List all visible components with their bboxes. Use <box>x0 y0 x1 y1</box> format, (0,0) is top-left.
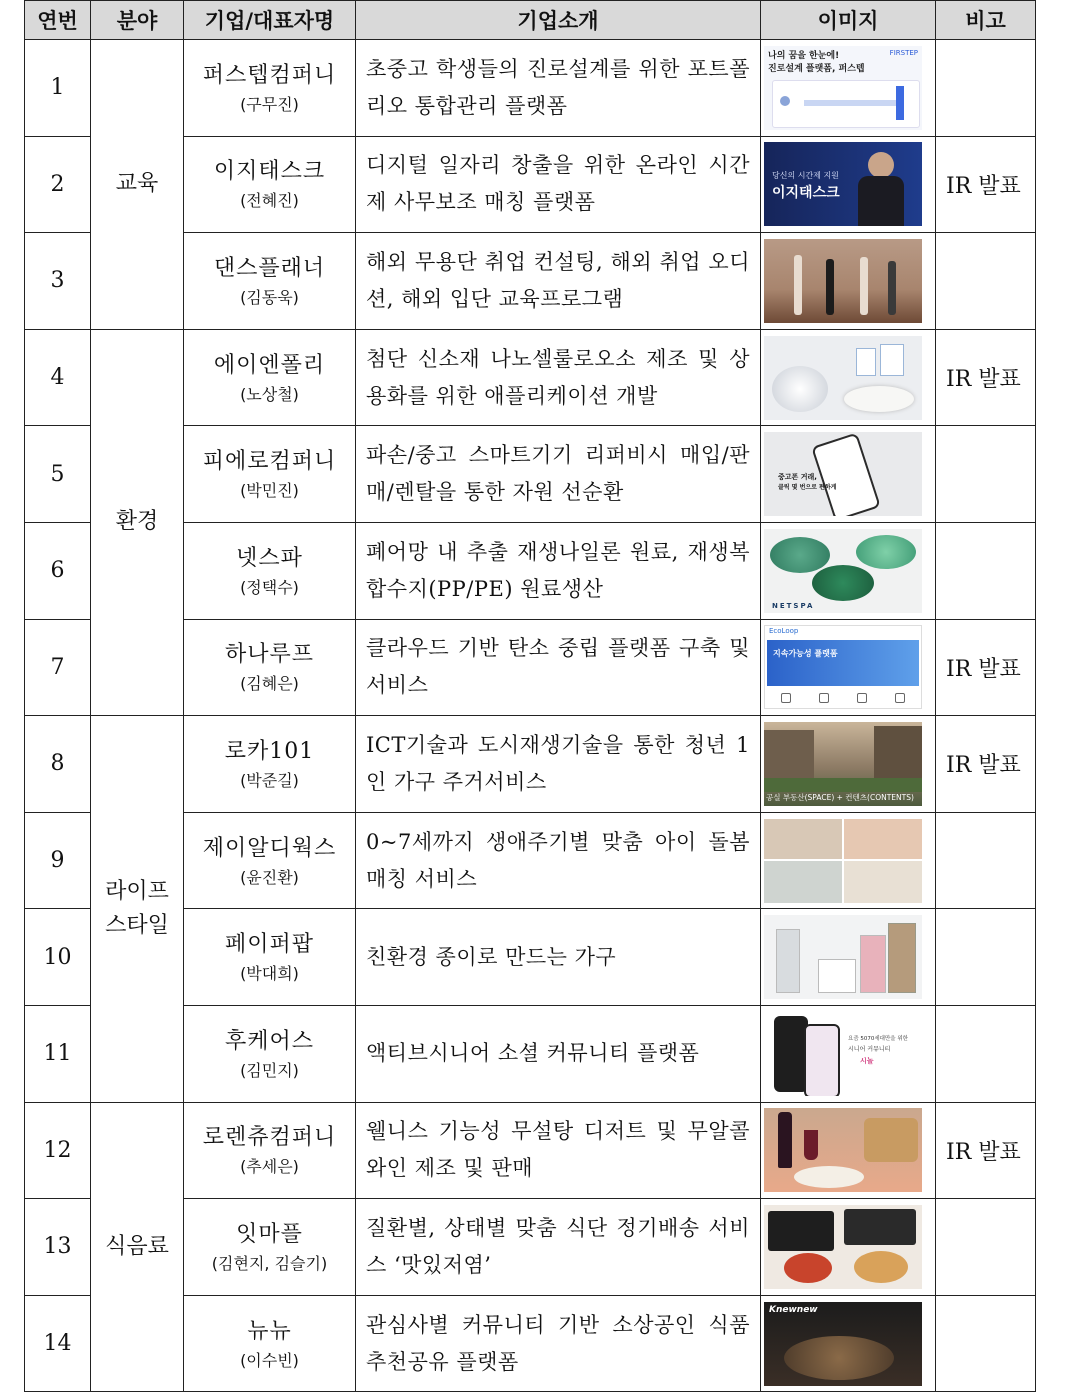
image-caption: EcoLoop <box>769 627 799 636</box>
representative-name: (이수빈) <box>240 1350 299 1370</box>
header-note: 비고 <box>936 1 1036 40</box>
field-label: 교육 <box>115 171 159 197</box>
image-cell <box>761 40 936 137</box>
image-cell <box>761 1295 936 1392</box>
image-caption: 클릭 몇 번으로 편하게 <box>778 484 837 492</box>
bottle-graphic <box>778 1112 792 1168</box>
representative-name: (김동욱) <box>240 287 299 307</box>
company-cell <box>184 40 356 137</box>
image-caption: 당신의 시간제 지원 <box>772 171 839 181</box>
tree-graphic <box>764 778 922 792</box>
row-number: 8 <box>25 716 91 813</box>
image-caption: NETSPA <box>772 601 815 610</box>
company-image <box>764 46 922 130</box>
image-cell <box>761 716 936 813</box>
company-name: 댄스플래너 <box>213 255 326 281</box>
company-description: 친환경 종이로 만드는 가구 <box>356 909 761 1006</box>
note-cell <box>936 522 1036 619</box>
company-cell <box>184 233 356 330</box>
person-graphic <box>858 176 904 226</box>
image-caption: Knewnew <box>769 1304 818 1315</box>
phone-graphic <box>811 433 881 517</box>
image-cell <box>761 1199 936 1296</box>
company-cell <box>184 1005 356 1102</box>
company-image <box>764 722 922 806</box>
company-description: ICT기술과 도시재생기술을 통한 청년 1인 가구 주거서비스 <box>356 716 761 813</box>
powder-graphic <box>844 386 914 412</box>
header-field: 분야 <box>91 1 184 40</box>
image-cell <box>761 329 936 426</box>
nav-icon <box>895 693 905 703</box>
note-cell <box>936 812 1036 909</box>
field-label: 식음료 <box>105 1233 169 1259</box>
pellet-dish-graphic <box>812 565 874 601</box>
company-cell <box>184 1199 356 1296</box>
representative-name: (노상철) <box>240 384 299 404</box>
image-caption: 공실 부동산(SPACE) + 컨텐츠(CONTENTS) <box>766 792 914 802</box>
company-image <box>764 819 922 903</box>
photo-graphic <box>844 819 922 859</box>
company-name: 뉴뉴 <box>247 1318 292 1344</box>
note-cell <box>936 426 1036 523</box>
dancer-graphic <box>860 257 868 315</box>
company-cell <box>184 909 356 1006</box>
meal-box-graphic <box>768 1211 834 1251</box>
row-number: 1 <box>25 40 91 137</box>
image-cell <box>761 233 936 330</box>
representative-name: (전혜진) <box>240 191 299 211</box>
furniture-graphic <box>888 923 916 993</box>
company-cell <box>184 522 356 619</box>
company-cell <box>184 716 356 813</box>
company-description: 액티브시니어 소셜 커뮤니티 플랫폼 <box>356 1005 761 1102</box>
field-cell <box>91 716 184 1102</box>
image-cell <box>761 1102 936 1199</box>
food-graphic <box>854 1251 908 1283</box>
image-cell <box>761 619 936 716</box>
image-cell <box>761 812 936 909</box>
company-description: 첨단 신소재 나노셀룰로오소 제조 및 상용화를 위한 애플리케이션 개발 <box>356 329 761 426</box>
row-number: 9 <box>25 812 91 909</box>
image-cell <box>761 136 936 233</box>
person-graphic <box>868 152 894 178</box>
field-cell <box>91 40 184 330</box>
company-image <box>764 142 922 226</box>
basket-graphic <box>864 1118 918 1162</box>
company-description: 해외 무용단 취업 컨설팅, 해외 취업 오디션, 해외 입단 교육프로그램 <box>356 233 761 330</box>
table-row <box>25 1102 1036 1199</box>
company-image <box>764 625 922 709</box>
image-caption: 시놀 <box>860 1056 874 1065</box>
field-label: 라이프 <box>105 878 169 904</box>
company-description: 웰니스 기능성 무설탕 디저트 및 무알콜 와인 제조 및 판매 <box>356 1102 761 1199</box>
note-cell <box>936 1295 1036 1392</box>
note-cell: IR 발표 <box>936 329 1036 426</box>
company-description: 0~7세까지 생애주기별 맞춤 아이 돌봄 매칭 서비스 <box>356 812 761 909</box>
image-cell <box>761 1005 936 1102</box>
company-description: 파손/중고 스마트기기 리퍼비시 매입/판매/렌탈을 통한 자원 선순환 <box>356 426 761 523</box>
note-cell: IR 발표 <box>936 619 1036 716</box>
bar-graphic <box>896 86 904 120</box>
furniture-graphic <box>776 929 800 993</box>
dancer-graphic <box>794 255 802 315</box>
phone-graphic <box>774 1016 808 1092</box>
company-name: 로렌츄컴퍼니 <box>202 1125 337 1151</box>
company-cell <box>184 619 356 716</box>
row-number: 5 <box>25 426 91 523</box>
company-image <box>764 336 922 420</box>
dancer-graphic <box>888 261 896 315</box>
row-number: 2 <box>25 136 91 233</box>
note-cell: IR 발표 <box>936 716 1036 813</box>
note-cell: IR 발표 <box>936 1102 1036 1199</box>
company-image <box>764 1205 922 1289</box>
company-name: 페이퍼팝 <box>224 932 314 958</box>
company-image <box>764 1108 922 1192</box>
company-name: 후케어스 <box>224 1028 314 1054</box>
product-graphic <box>856 348 876 376</box>
image-cell <box>761 426 936 523</box>
company-description: 관심사별 커뮤니티 기반 소상공인 식품 추천공유 플랫폼 <box>356 1295 761 1392</box>
image-caption: 시니어 커뮤니티 <box>848 1045 891 1053</box>
building-graphic <box>874 726 922 784</box>
table-row <box>25 40 1036 137</box>
representative-name: (정택수) <box>240 577 299 597</box>
crystal-graphic <box>772 366 828 412</box>
company-image <box>764 432 922 516</box>
company-name: 에이엔폴리 <box>213 352 326 378</box>
note-cell <box>936 909 1036 1006</box>
representative-name: (박준길) <box>240 770 299 790</box>
field-cell <box>91 329 184 715</box>
note-cell <box>936 1005 1036 1102</box>
representative-name: (박민진) <box>240 481 299 501</box>
meal-box-graphic <box>844 1209 916 1245</box>
photo-graphic <box>844 861 922 903</box>
image-caption: 진로설계 플랫폼, 퍼스텝 <box>768 63 865 74</box>
company-description: 질환별, 상태별 맞춤 식단 정기배송 서비스 ‘맛있저염’ <box>356 1199 761 1296</box>
header-row <box>25 1 1036 40</box>
company-description: 디지털 일자리 창출을 위한 온라인 시간제 사무보조 매칭 플랫폼 <box>356 136 761 233</box>
company-name: 하나루프 <box>224 642 314 668</box>
header-no: 연번 <box>25 1 91 40</box>
company-table <box>24 0 1036 1392</box>
field-label: 환경 <box>115 509 159 535</box>
representative-name: (박대희) <box>240 964 299 984</box>
food-graphic <box>784 1253 832 1283</box>
avatar <box>780 96 790 106</box>
nav-icons <box>767 690 919 706</box>
company-description: 폐어망 내 추출 재생나일론 원료, 재생복합수지(PP/PE) 원료생산 <box>356 522 761 619</box>
image-caption: 요즘 5070세대만을 위한 <box>848 1035 908 1042</box>
image-cell <box>761 909 936 1006</box>
representative-name: (구무진) <box>240 94 299 114</box>
company-image <box>764 239 922 323</box>
header-description: 기업소개 <box>356 1 761 40</box>
nav-icon <box>819 693 829 703</box>
company-cell <box>184 1295 356 1392</box>
note-cell <box>936 40 1036 137</box>
glass-graphic <box>804 1130 818 1160</box>
furniture-graphic <box>860 935 886 993</box>
representative-name: (김혜은) <box>240 674 299 694</box>
image-caption: 나의 꿈을 한눈에! <box>768 50 840 61</box>
company-image <box>764 529 922 613</box>
pellet-dish-graphic <box>856 535 916 569</box>
representative-name: (김현지, 김슬기) <box>211 1253 328 1273</box>
representative-name: (추세은) <box>240 1157 299 1177</box>
row-number: 11 <box>25 1005 91 1102</box>
note-cell <box>936 233 1036 330</box>
image-cell <box>761 522 936 619</box>
field-label: 스타일 <box>105 912 169 938</box>
food-graphic <box>784 1336 894 1380</box>
company-image <box>764 1012 922 1096</box>
food-graphic <box>794 1166 864 1188</box>
nav-icon <box>781 693 791 703</box>
row-number: 6 <box>25 522 91 619</box>
table-row <box>25 329 1036 426</box>
table-row <box>25 716 1036 813</box>
field-cell <box>91 1102 184 1392</box>
company-description: 클라우드 기반 탄소 중립 플랫폼 구축 및 서비스 <box>356 619 761 716</box>
image-caption: 지속가능성 플랫폼 <box>773 649 838 659</box>
banner-graphic <box>767 640 919 686</box>
building-graphic <box>764 730 814 784</box>
company-name: 넷스파 <box>236 545 303 571</box>
company-cell <box>184 426 356 523</box>
row-number: 12 <box>25 1102 91 1199</box>
company-name: 퍼스텝컴퍼니 <box>202 62 337 88</box>
representative-name: (윤진환) <box>240 867 299 887</box>
dancer-graphic <box>826 259 834 315</box>
row-number: 3 <box>25 233 91 330</box>
row-number: 14 <box>25 1295 91 1392</box>
nav-icon <box>857 693 867 703</box>
photo-graphic <box>764 861 842 903</box>
chart-graphic <box>804 100 904 106</box>
row-number: 7 <box>25 619 91 716</box>
image-caption: 중고폰 거래, <box>778 473 817 482</box>
company-cell <box>184 1102 356 1199</box>
company-name: 제이알디웍스 <box>202 835 337 861</box>
header-image: 이미지 <box>761 1 936 40</box>
image-caption: 이지태스크 <box>772 185 840 202</box>
company-image <box>764 1302 922 1386</box>
company-name: 이지태스크 <box>213 159 326 185</box>
representative-name: (김민지) <box>240 1060 299 1080</box>
row-number: 13 <box>25 1199 91 1296</box>
pellet-dish-graphic <box>770 537 830 573</box>
note-cell <box>936 1199 1036 1296</box>
row-number: 4 <box>25 329 91 426</box>
company-name: 잇마플 <box>236 1221 303 1247</box>
company-description: 초중고 학생들의 진로설계를 위한 포트폴리오 통합관리 플랫폼 <box>356 40 761 137</box>
company-cell <box>184 812 356 909</box>
header-company: 기업/대표자명 <box>184 1 356 40</box>
note-cell: IR 발표 <box>936 136 1036 233</box>
phone-graphic <box>804 1024 840 1096</box>
row-number: 10 <box>25 909 91 1006</box>
company-cell <box>184 136 356 233</box>
company-cell <box>184 329 356 426</box>
photo-graphic <box>764 819 842 859</box>
furniture-graphic <box>818 959 856 993</box>
company-name: 피에로컴퍼니 <box>202 449 337 475</box>
company-name: 로카101 <box>224 738 315 764</box>
image-caption: FIRSTEP <box>889 48 918 57</box>
product-graphic <box>880 344 904 376</box>
company-image <box>764 915 922 999</box>
